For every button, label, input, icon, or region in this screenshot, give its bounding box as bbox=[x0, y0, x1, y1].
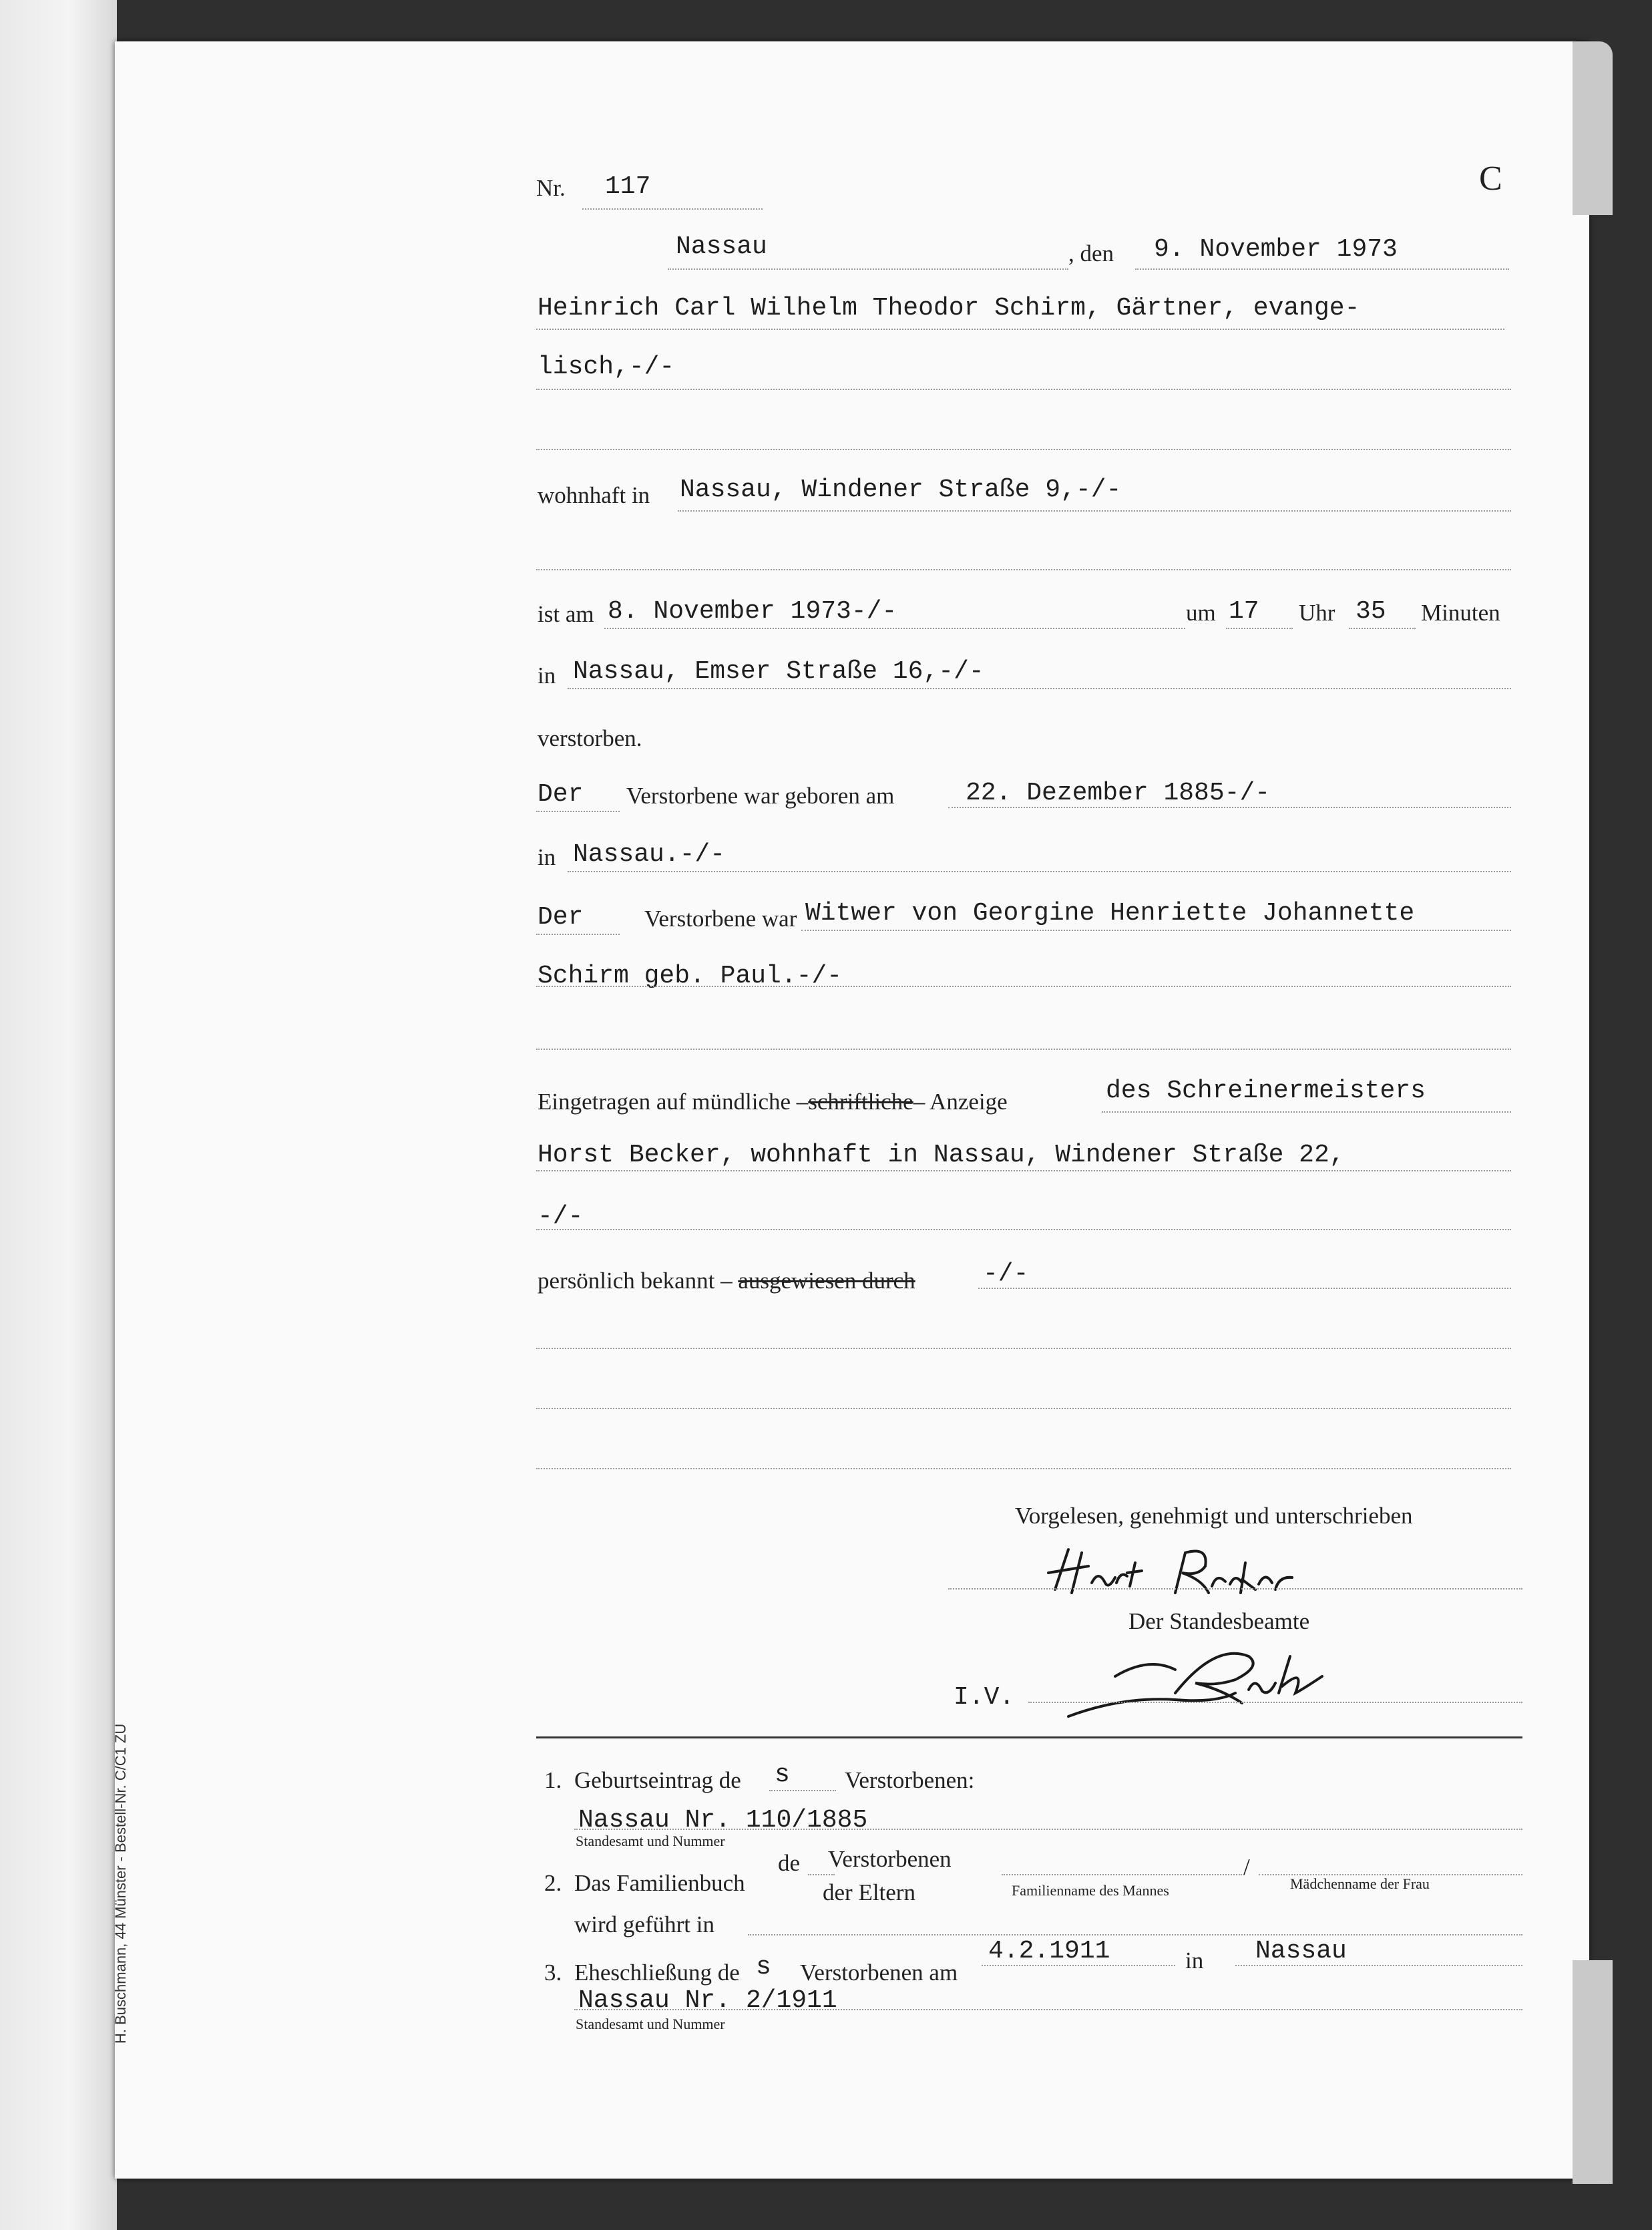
item3-label-2: Verstorbenen am bbox=[800, 1960, 958, 1986]
death-place-rule bbox=[568, 688, 1511, 689]
residence-rule bbox=[678, 510, 1511, 512]
den-label: , den bbox=[1068, 240, 1114, 266]
person-rule-1 bbox=[536, 329, 1504, 330]
um-label: um bbox=[1186, 600, 1216, 626]
registration-line-1: des Schreinermeisters bbox=[1106, 1077, 1426, 1105]
item3-sub-label: Standesamt und Nummer bbox=[576, 2016, 725, 2032]
item1-suffix: s bbox=[775, 1760, 790, 1789]
item2-rule bbox=[748, 1934, 1522, 1935]
item1-label-2: Verstorbenen: bbox=[845, 1767, 975, 1793]
birth-der-rule bbox=[536, 811, 620, 812]
known-rule bbox=[978, 1288, 1511, 1289]
marital-rule-1 bbox=[801, 930, 1511, 931]
item3-suffix: s bbox=[756, 1953, 771, 1982]
birth-date: 22. Dezember 1885-/- bbox=[966, 779, 1271, 807]
item3-number: 3. bbox=[544, 1960, 562, 1986]
registration-label bbox=[538, 1089, 1008, 1115]
informant-signature bbox=[1042, 1536, 1335, 1603]
death-label: ist am bbox=[538, 601, 594, 627]
item2-husband-label: Familienname des Mannes bbox=[1012, 1882, 1169, 1899]
known-value: -/- bbox=[983, 1260, 1029, 1288]
hour-rule bbox=[1226, 628, 1293, 629]
known-label-pre: persönlich bekannt – bbox=[538, 1268, 733, 1294]
registration-label-post: – Anzeige bbox=[913, 1089, 1008, 1115]
place-value: Nassau bbox=[676, 232, 767, 261]
item1-sub-label: Standesamt und Nummer bbox=[576, 1833, 725, 1849]
item2-slash: / bbox=[1243, 1854, 1250, 1880]
person-rule-3 bbox=[536, 449, 1511, 450]
minuten-label: Minuten bbox=[1421, 600, 1500, 626]
registrar-signature-rule bbox=[1028, 1702, 1522, 1703]
item3-date: 4.2.1911 bbox=[988, 1937, 1110, 1966]
marital-der-rule bbox=[536, 934, 620, 935]
person-line-1: Heinrich Carl Wilhelm Theodor Schirm, Gärtner, evange- bbox=[538, 294, 1360, 323]
birth-label: Verstorbene war geboren am bbox=[626, 783, 895, 809]
death-hour: 17 bbox=[1229, 597, 1259, 626]
death-date: 8. November 1973-/- bbox=[608, 597, 897, 626]
person-rule-2 bbox=[536, 389, 1511, 390]
marital-rule-3 bbox=[536, 1049, 1511, 1050]
known-label bbox=[538, 1268, 915, 1294]
nr-value: 117 bbox=[605, 172, 651, 201]
item3-value: Nassau Nr. 2/1911 bbox=[578, 1986, 837, 2015]
death-in-label: in bbox=[538, 663, 556, 689]
registrar-signature bbox=[1042, 1630, 1376, 1723]
registration-rule-3 bbox=[536, 1229, 1511, 1230]
informant-signature-rule bbox=[948, 1588, 1522, 1590]
death-date-rule bbox=[604, 628, 1185, 629]
corner-protector-top bbox=[1573, 41, 1613, 215]
item2-option-2: der Eltern bbox=[823, 1879, 915, 1905]
item3-date-rule bbox=[982, 1965, 1175, 1966]
item2-husband-rule bbox=[1002, 1874, 1242, 1875]
marital-label: Verstorbene war bbox=[644, 906, 797, 932]
item2-wife-label: Mädchenname der Frau bbox=[1290, 1875, 1430, 1892]
item1-number: 1. bbox=[544, 1767, 562, 1793]
printer-imprint: H. Buschmann, 44 Münster - Bestell-Nr. C/C1 ZU bbox=[112, 1723, 129, 2044]
footer-divider bbox=[536, 1736, 1522, 1738]
verstorben-label: verstorben. bbox=[538, 725, 642, 751]
residence-rule-2 bbox=[536, 569, 1511, 570]
registration-label-struck: schriftliche bbox=[808, 1089, 913, 1115]
form-letter: C bbox=[1479, 160, 1502, 198]
marital-der: Der bbox=[538, 903, 584, 932]
item2-number: 2. bbox=[544, 1870, 562, 1896]
date-value: 9. November 1973 bbox=[1154, 235, 1398, 264]
residence-label: wohnhaft in bbox=[538, 482, 650, 508]
nr-line bbox=[582, 208, 763, 210]
item1-suffix-rule bbox=[769, 1790, 836, 1791]
registration-rule-2 bbox=[536, 1170, 1511, 1171]
item3-place-rule bbox=[1235, 1965, 1522, 1966]
nr-label: Nr. bbox=[536, 175, 566, 201]
item1-value: Nassau Nr. 110/1885 bbox=[578, 1806, 868, 1835]
iv-label: I.V. bbox=[954, 1683, 1015, 1712]
death-minutes: 35 bbox=[1356, 597, 1386, 626]
registration-rule-1 bbox=[1102, 1111, 1511, 1113]
marital-rule-2 bbox=[536, 986, 1511, 987]
registration-label-pre: Eingetragen auf mündliche – bbox=[538, 1089, 809, 1115]
marital-line-2: Schirm geb. Paul.-/- bbox=[538, 962, 843, 990]
read-label: Vorgelesen, genehmigt und unterschrieben bbox=[1015, 1503, 1413, 1529]
residence-value: Nassau, Windener Straße 9,-/- bbox=[680, 476, 1122, 504]
death-place: Nassau, Emser Straße 16,-/- bbox=[573, 657, 984, 686]
item2-de: de bbox=[778, 1850, 801, 1876]
registration-line-2: Horst Becker, wohnhaft in Nassau, Windener Straße 22, bbox=[538, 1141, 1345, 1169]
item2-de-rule bbox=[808, 1874, 835, 1875]
known-label-struck: ausgewiesen durch bbox=[738, 1268, 915, 1294]
item2-label: Das Familienbuch bbox=[574, 1870, 745, 1896]
item1-rule bbox=[574, 1829, 1522, 1830]
person-line-2: lisch,-/- bbox=[538, 353, 675, 381]
date-line bbox=[1135, 268, 1509, 270]
place-line bbox=[668, 268, 1068, 270]
birth-der: Der bbox=[538, 780, 584, 809]
blank-rule-1 bbox=[536, 1348, 1511, 1349]
birth-date-rule bbox=[948, 807, 1511, 808]
blank-rule-3 bbox=[536, 1468, 1511, 1469]
item2-option-1: Verstorbenen bbox=[828, 1846, 952, 1872]
item1-label: Geburtseintrag de bbox=[574, 1767, 741, 1793]
item2-label-2: wird geführt in bbox=[574, 1911, 714, 1937]
item3-rule bbox=[574, 2009, 1522, 2010]
registration-line-3: -/- bbox=[538, 1202, 584, 1231]
item3-place: Nassau bbox=[1255, 1937, 1347, 1966]
registrar-label: Der Standesbeamte bbox=[1128, 1608, 1310, 1634]
left-page-edge bbox=[0, 0, 117, 2230]
item3-in: in bbox=[1185, 1947, 1204, 1974]
blank-rule-2 bbox=[536, 1408, 1511, 1409]
birth-place: Nassau.-/- bbox=[573, 840, 726, 869]
birth-in-label: in bbox=[538, 844, 556, 870]
uhr-label: Uhr bbox=[1299, 600, 1335, 626]
item3-label: Eheschließung de bbox=[574, 1960, 740, 1986]
minutes-rule bbox=[1349, 628, 1416, 629]
corner-protector-bottom bbox=[1573, 1960, 1613, 2184]
birth-place-rule bbox=[568, 871, 1511, 872]
marital-line-1: Witwer von Georgine Henriette Johannette bbox=[805, 899, 1415, 928]
